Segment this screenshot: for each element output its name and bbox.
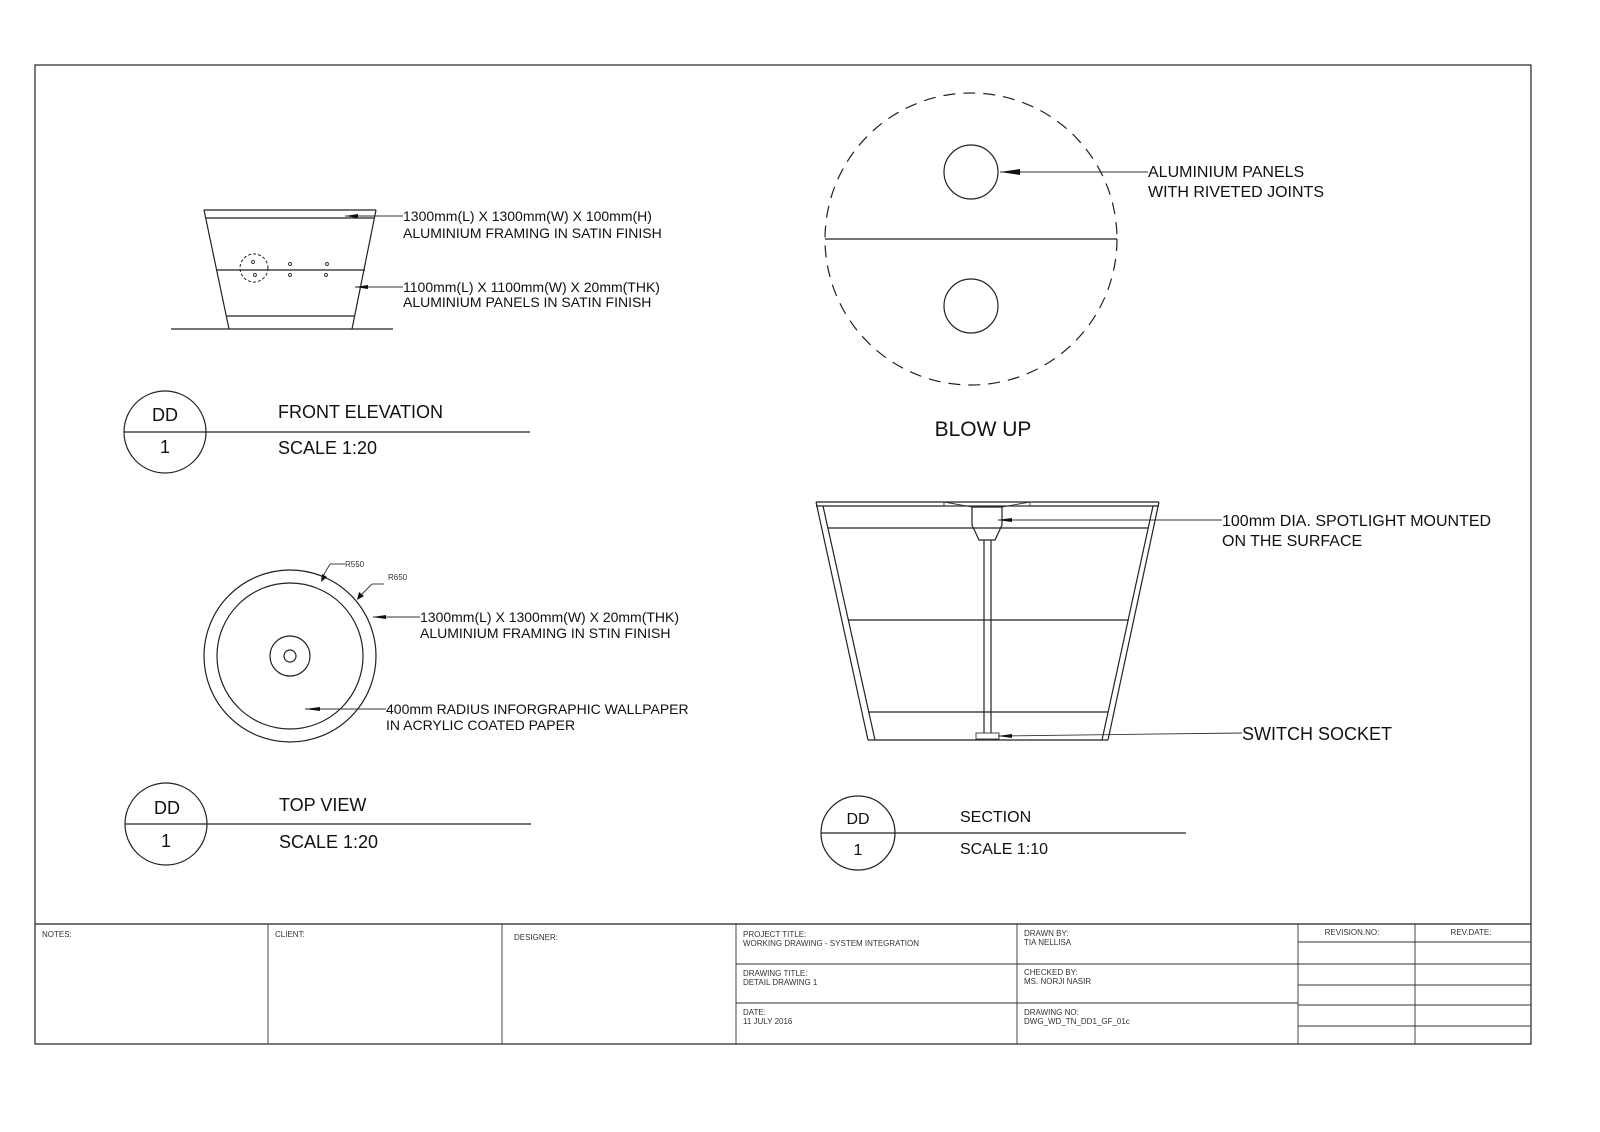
client-label: CLIENT: <box>275 930 305 939</box>
arrow-icon <box>1000 169 1020 175</box>
arrow-icon <box>355 285 368 289</box>
section-scale: SCALE 1:10 <box>960 841 1049 858</box>
drawing-title: DETAIL DRAWING 1 <box>743 978 818 987</box>
date-label: DATE: <box>743 1008 766 1017</box>
front-note-2-line-2: ALUMINIUM PANELS IN SATIN FINISH <box>403 294 652 310</box>
blow-up-drawing <box>825 93 1148 385</box>
section-tag <box>821 796 1186 870</box>
rivet-circle <box>944 279 998 333</box>
blow-up-note-line-2: WITH RIVETED JOINTS <box>1148 184 1324 201</box>
blow-up-title: BLOW UP <box>934 418 1032 441</box>
radius-inner-label: R550 <box>345 560 365 569</box>
drawn-by-value: TIA NELLISA <box>1024 938 1072 947</box>
front-elevation-scale: SCALE 1:20 <box>278 438 378 458</box>
sheet-border <box>35 65 1531 1044</box>
blow-up-callout-circle <box>240 254 268 282</box>
project-title: WORKING DRAWING - SYSTEM INTEGRATION <box>743 939 919 948</box>
top-view-scale: SCALE 1:20 <box>279 832 379 852</box>
switch-socket <box>976 733 999 739</box>
top-tag-bottom: 1 <box>160 831 172 851</box>
section-note-1-line-2: ON THE SURFACE <box>1222 533 1363 550</box>
top-tag-top: DD <box>154 798 180 818</box>
date-value: 11 JULY 2016 <box>743 1017 793 1026</box>
drawing-title-label: DRAWING TITLE: <box>743 969 808 978</box>
revision-no-label: REVISION.NO: <box>1324 928 1380 937</box>
top-view-title: TOP VIEW <box>279 795 367 815</box>
spotlight <box>972 507 1002 540</box>
front-elevation-title: FRONT ELEVATION <box>278 402 444 422</box>
notes-label: NOTES: <box>42 930 72 939</box>
section-tag-top: DD <box>846 811 870 828</box>
section-drawing <box>816 502 1242 740</box>
project-title-label: PROJECT TITLE: <box>743 930 807 939</box>
checked-by-label: CHECKED BY: <box>1024 968 1078 977</box>
drawing-no-label: DRAWING NO: <box>1024 1008 1079 1017</box>
arrow-icon <box>372 615 386 619</box>
top-note-2-line-2: IN ACRYLIC COATED PAPER <box>386 717 576 733</box>
front-note-1-line-2: ALUMINIUM FRAMING IN SATIN FINISH <box>403 225 662 241</box>
top-note-2-line-1: 400mm RADIUS INFORGRAPHIC WALLPAPER <box>386 701 689 717</box>
section-note-2: SWITCH SOCKET <box>1242 724 1393 744</box>
arrow-icon <box>997 518 1012 522</box>
front-elevation-drawing <box>171 210 403 329</box>
rivet-circle <box>944 145 998 199</box>
front-note-2-line-1: 1100mm(L) X 1100mm(W) X 20mm(THK) <box>403 279 660 295</box>
radius-outer-label: R650 <box>388 573 408 582</box>
section-note-1-line-1: 100mm DIA. SPOTLIGHT MOUNTED <box>1222 513 1492 530</box>
drawn-by-label: DRAWN BY: <box>1024 929 1069 938</box>
section-tag-bottom: 1 <box>853 842 863 859</box>
arrow-icon <box>305 707 320 711</box>
designer-label: DESIGNER: <box>514 933 559 942</box>
drawing-no-value: DWG_WD_TN_DD1_GF_01c <box>1024 1017 1130 1026</box>
top-note-1-line-2: ALUMINIUM FRAMING IN STIN FINISH <box>420 625 671 641</box>
rev-date-label: REV.DATE: <box>1450 928 1492 937</box>
arrow-icon <box>998 734 1012 738</box>
checked-by-value: MS. NORJI NASIR <box>1024 977 1092 986</box>
section-title: SECTION <box>960 809 1032 826</box>
front-note-1-line-1: 1300mm(L) X 1300mm(W) X 100mm(H) <box>403 208 652 224</box>
front-tag-top: DD <box>152 405 178 425</box>
blow-up-note-line-1: ALUMINIUM PANELS <box>1148 164 1305 181</box>
top-note-1-line-1: 1300mm(L) X 1300mm(W) X 20mm(THK) <box>420 609 680 625</box>
front-tag-bottom: 1 <box>159 437 171 457</box>
